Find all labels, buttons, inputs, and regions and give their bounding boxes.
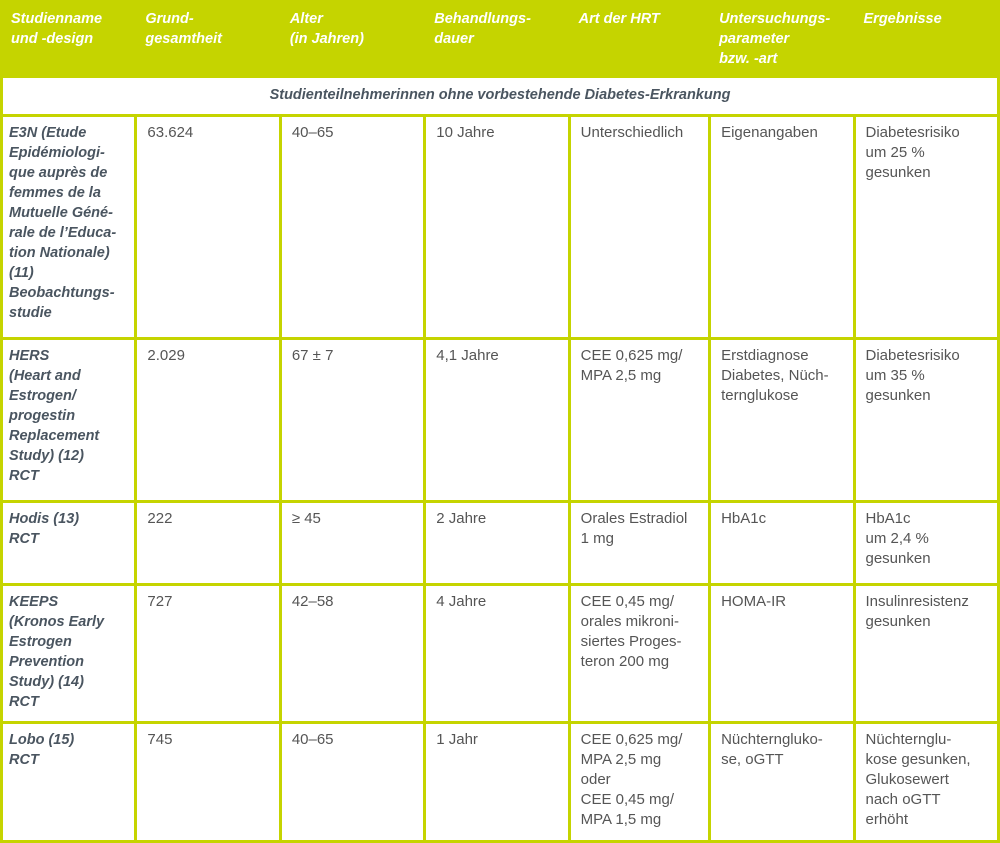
results-cell: Diabetesrisiko um 35 % gesunken <box>856 340 998 500</box>
population-cell: 63.624 <box>137 117 278 337</box>
population-cell: 727 <box>137 586 278 721</box>
duration-cell: 2 Jahre <box>426 503 567 583</box>
results-cell: Nüchternglu- kose gesunken, Glukosewert nach oGTT erhöht <box>856 724 998 840</box>
parameters-cell: Eigenangaben <box>711 117 852 337</box>
header-parameters: Untersuchungs- parameter bzw. -art <box>711 3 852 75</box>
results-cell: HbA1c um 2,4 % gesunken <box>856 503 998 583</box>
table-row <box>3 117 997 337</box>
age-cell: 42–58 <box>282 586 423 721</box>
header-row <box>3 3 997 75</box>
duration-cell: 10 Jahre <box>426 117 567 337</box>
parameters-cell: Nüchternglukо- se, oGTT <box>711 724 852 840</box>
duration-cell: 4 Jahre <box>426 586 567 721</box>
header-hrt-type: Art der HRT <box>571 3 708 75</box>
hrt-type-cell: Orales Estradiol 1 mg <box>571 503 708 583</box>
age-cell: 40–65 <box>282 724 423 840</box>
results-cell: Diabetesrisiko um 25 % gesunken <box>856 117 998 337</box>
study-name-cell: Hodis (13) RCT <box>3 503 134 583</box>
header-population: Grund- gesamtheit <box>137 3 278 75</box>
table-row <box>3 586 997 721</box>
population-cell: 745 <box>137 724 278 840</box>
header-age: Alter (in Jahren) <box>282 3 423 75</box>
header-duration: Behandlungs- dauer <box>426 3 567 75</box>
table-row <box>3 503 997 583</box>
parameters-cell: HbA1c <box>711 503 852 583</box>
parameters-cell: Erstdiagnose Diabetes, Nüch- ternglukose <box>711 340 852 500</box>
hrt-type-cell: CEE 0,625 mg/ MPA 2,5 mg oder CEE 0,45 mg/ MPA 1,5 mg <box>571 724 708 840</box>
hrt-type-cell: CEE 0,45 mg/ orales mikroni- siertes Proges- teron 200 mg <box>571 586 708 721</box>
duration-cell: 4,1 Jahre <box>426 340 567 500</box>
duration-cell: 1 Jahr <box>426 724 567 840</box>
population-cell: 222 <box>137 503 278 583</box>
section-title: Studienteilnehmerinnen ohne vorbestehende Diabetes-Erkrankung <box>3 78 997 114</box>
table-row <box>3 340 997 500</box>
study-name-cell: Lobo (15) RCT <box>3 724 134 840</box>
results-cell: Insulinresistenz gesunken <box>856 586 998 721</box>
section-row <box>3 78 997 114</box>
age-cell: 67 ± 7 <box>282 340 423 500</box>
study-name-cell: KEEPS (Kronos Early Estrogen Prevention Study) (14) RCT <box>3 586 134 721</box>
table-row <box>3 724 997 840</box>
header-results: Ergebnisse <box>856 3 998 75</box>
study-name-cell: HERS (Heart and Estrogen/ progestin Replacement Study) (12) RCT <box>3 340 134 500</box>
age-cell: 40–65 <box>282 117 423 337</box>
hrt-type-cell: Unterschiedlich <box>571 117 708 337</box>
age-cell: ≥ 45 <box>282 503 423 583</box>
header-study-name: Studienname und -design <box>3 3 134 75</box>
parameters-cell: HOMA-IR <box>711 586 852 721</box>
study-name-cell: E3N (Etude Epidémiologi- que auprès de femmes de la Mutuelle Géné- rale de l’Educa- tion Nationale) (11) Beobachtungs- studie <box>3 117 134 337</box>
population-cell: 2.029 <box>137 340 278 500</box>
hrt-type-cell: CEE 0,625 mg/ MPA 2,5 mg <box>571 340 708 500</box>
